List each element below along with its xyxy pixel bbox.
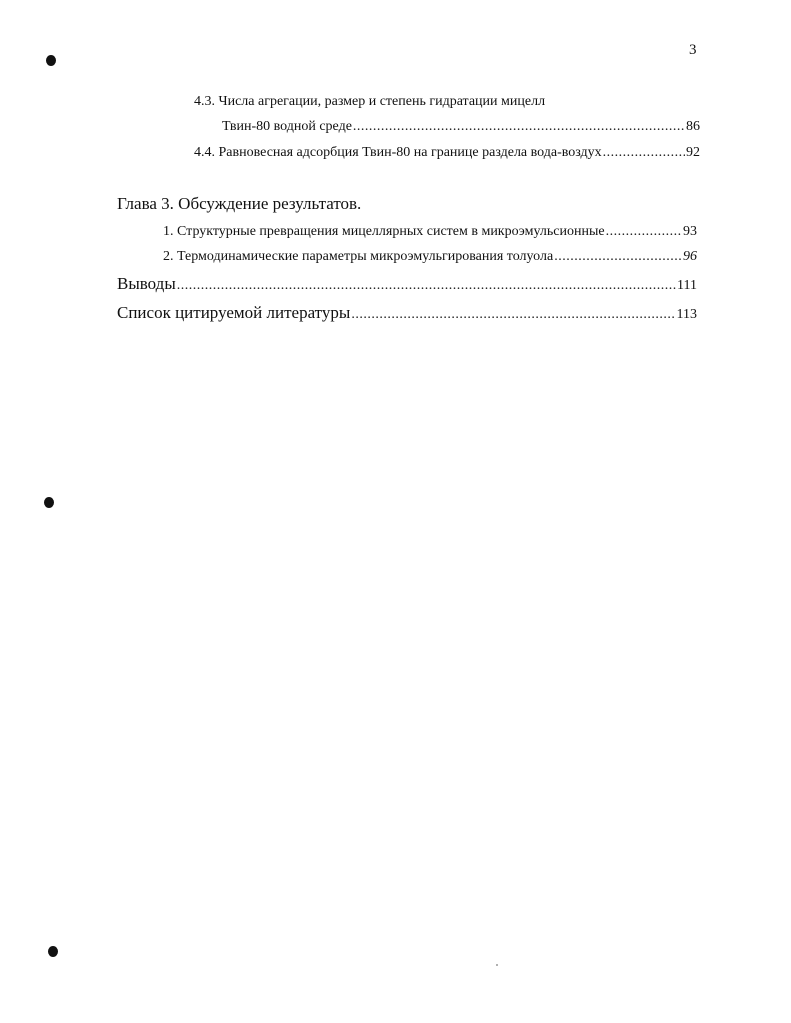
toc-entry-3-2-label: 2. Термодинамические параметры микроэмульгирования толуола [163,249,554,264]
toc-entry-4-3 [222,119,700,135]
toc-page-111: 111 [677,278,697,293]
chapter-3-heading: Глава 3. Обсуждение результатов. [117,194,362,213]
dot-leader [554,249,682,265]
toc-page-92: 92 [686,145,700,160]
toc-entry-4-3-line2: Твин-80 водной среде [222,119,352,134]
toc-entry-references-label: Список цитируемой литературы [117,303,351,322]
toc-entry-conclusions [117,274,697,294]
toc-entry-4-4 [194,145,700,161]
toc-entry-3-2 [163,249,697,265]
toc-entry-references [117,303,697,323]
toc-page-93: 93 [683,224,697,239]
dot-leader [606,224,682,240]
toc-entry-3-1-label: 1. Структурные превращения мицеллярных систем в микроэмульсионные [163,224,605,239]
binder-hole-mark-middle [44,497,54,508]
dot-leader [603,145,685,161]
toc-page-113: 113 [676,307,697,322]
toc-page-96: 96 [683,249,697,264]
page-number: 3 [689,42,697,58]
dot-leader [177,278,676,294]
scan-speck [496,964,498,966]
binder-hole-mark-bottom [48,946,58,957]
toc-entry-conclusions-label: Выводы [117,274,176,293]
dot-leader [351,307,675,323]
toc-page-86: 86 [686,119,700,134]
toc-entry-3-1 [163,224,697,240]
binder-hole-mark-top [46,55,56,66]
toc-entry-4-4-label: 4.4. Равновесная адсорбция Твин-80 на границе раздела вода-воздух [194,145,602,160]
toc-entry-4-3-line1: 4.3. Числа агрегации, размер и степень гидратации мицелл [194,94,546,109]
dot-leader [353,119,685,135]
